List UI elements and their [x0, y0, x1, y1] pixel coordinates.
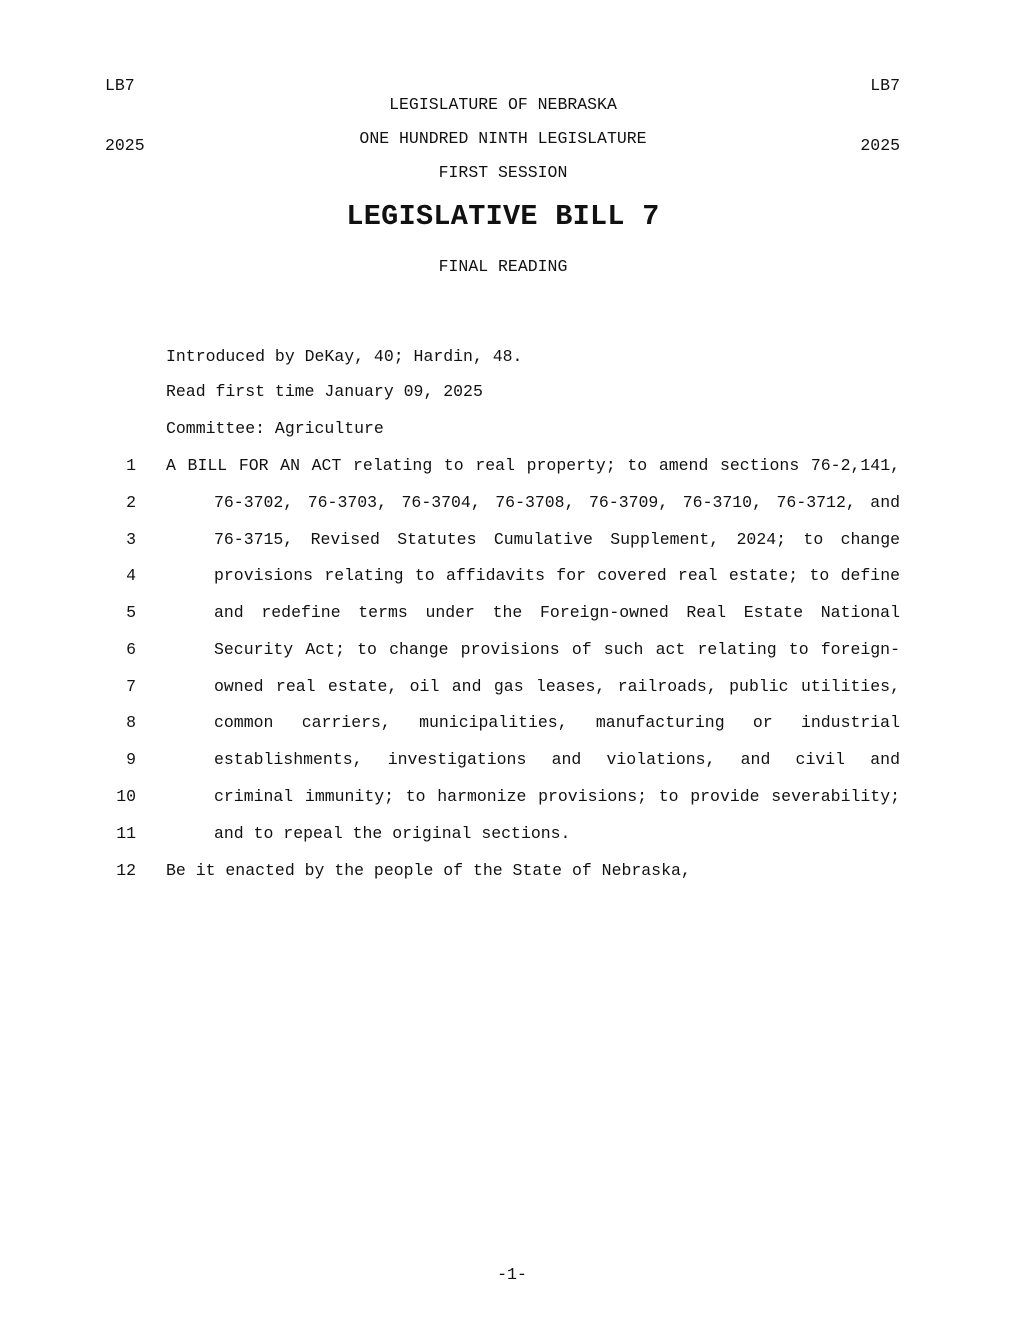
line-number: 4: [126, 566, 136, 585]
session-heading: FIRST SESSION: [438, 163, 568, 182]
header-left-year: 2025: [105, 136, 145, 155]
header-left-bill: LB7: [105, 76, 135, 95]
bill-line: 76-3715, Revised Statutes Cumulative Supplement, 2024; to change: [214, 530, 900, 549]
line-number: 3: [126, 530, 136, 549]
line-number: 5: [126, 603, 136, 622]
bill-line: 76-3702, 76-3703, 76-3704, 76-3708, 76-3709, 76-3710, 76-3712, and: [214, 493, 900, 512]
bill-line: establishments, investigations and violations, and civil and: [214, 750, 900, 769]
page-number: -1-: [497, 1265, 527, 1284]
session-name-heading: ONE HUNDRED NINTH LEGISLATURE: [359, 129, 647, 148]
bill-line: Security Act; to change provisions of such act relating to foreign-: [214, 640, 900, 659]
bill-line: provisions relating to affidavits for covered real estate; to define: [214, 566, 900, 585]
legislature-heading: LEGISLATURE OF NEBRASKA: [389, 95, 617, 114]
line-number: 7: [126, 677, 136, 696]
read-first-time: Read first time January 09, 2025: [166, 382, 483, 401]
bill-line: owned real estate, oil and gas leases, railroads, public utilities,: [214, 677, 900, 696]
introduced-by: Introduced by DeKay, 40; Hardin, 48.: [166, 347, 523, 366]
bill-title: LEGISLATIVE BILL 7: [346, 200, 660, 233]
bill-line: A BILL FOR AN ACT relating to real property; to amend sections 76-2,141,: [166, 456, 900, 475]
line-number: 6: [126, 640, 136, 659]
line-number: 2: [126, 493, 136, 512]
header-right-bill: LB7: [870, 76, 900, 95]
bill-line: criminal immunity; to harmonize provisions; to provide severability;: [214, 787, 900, 806]
enacting-clause: Be it enacted by the people of the State of Nebraska,: [166, 861, 691, 880]
line-number: 10: [116, 787, 136, 806]
bill-line: and to repeal the original sections.: [214, 824, 571, 843]
line-number: 12: [116, 861, 136, 880]
line-number: 8: [126, 713, 136, 732]
committee: Committee: Agriculture: [166, 419, 384, 438]
bill-line: common carriers, municipalities, manufacturing or industrial: [214, 713, 900, 732]
reading-status: FINAL READING: [438, 257, 568, 276]
header-right-year: 2025: [860, 136, 900, 155]
line-number: 9: [126, 750, 136, 769]
bill-line: and redefine terms under the Foreign-owned Real Estate National: [214, 603, 900, 622]
line-number: 11: [116, 824, 136, 843]
line-number: 1: [126, 456, 136, 475]
